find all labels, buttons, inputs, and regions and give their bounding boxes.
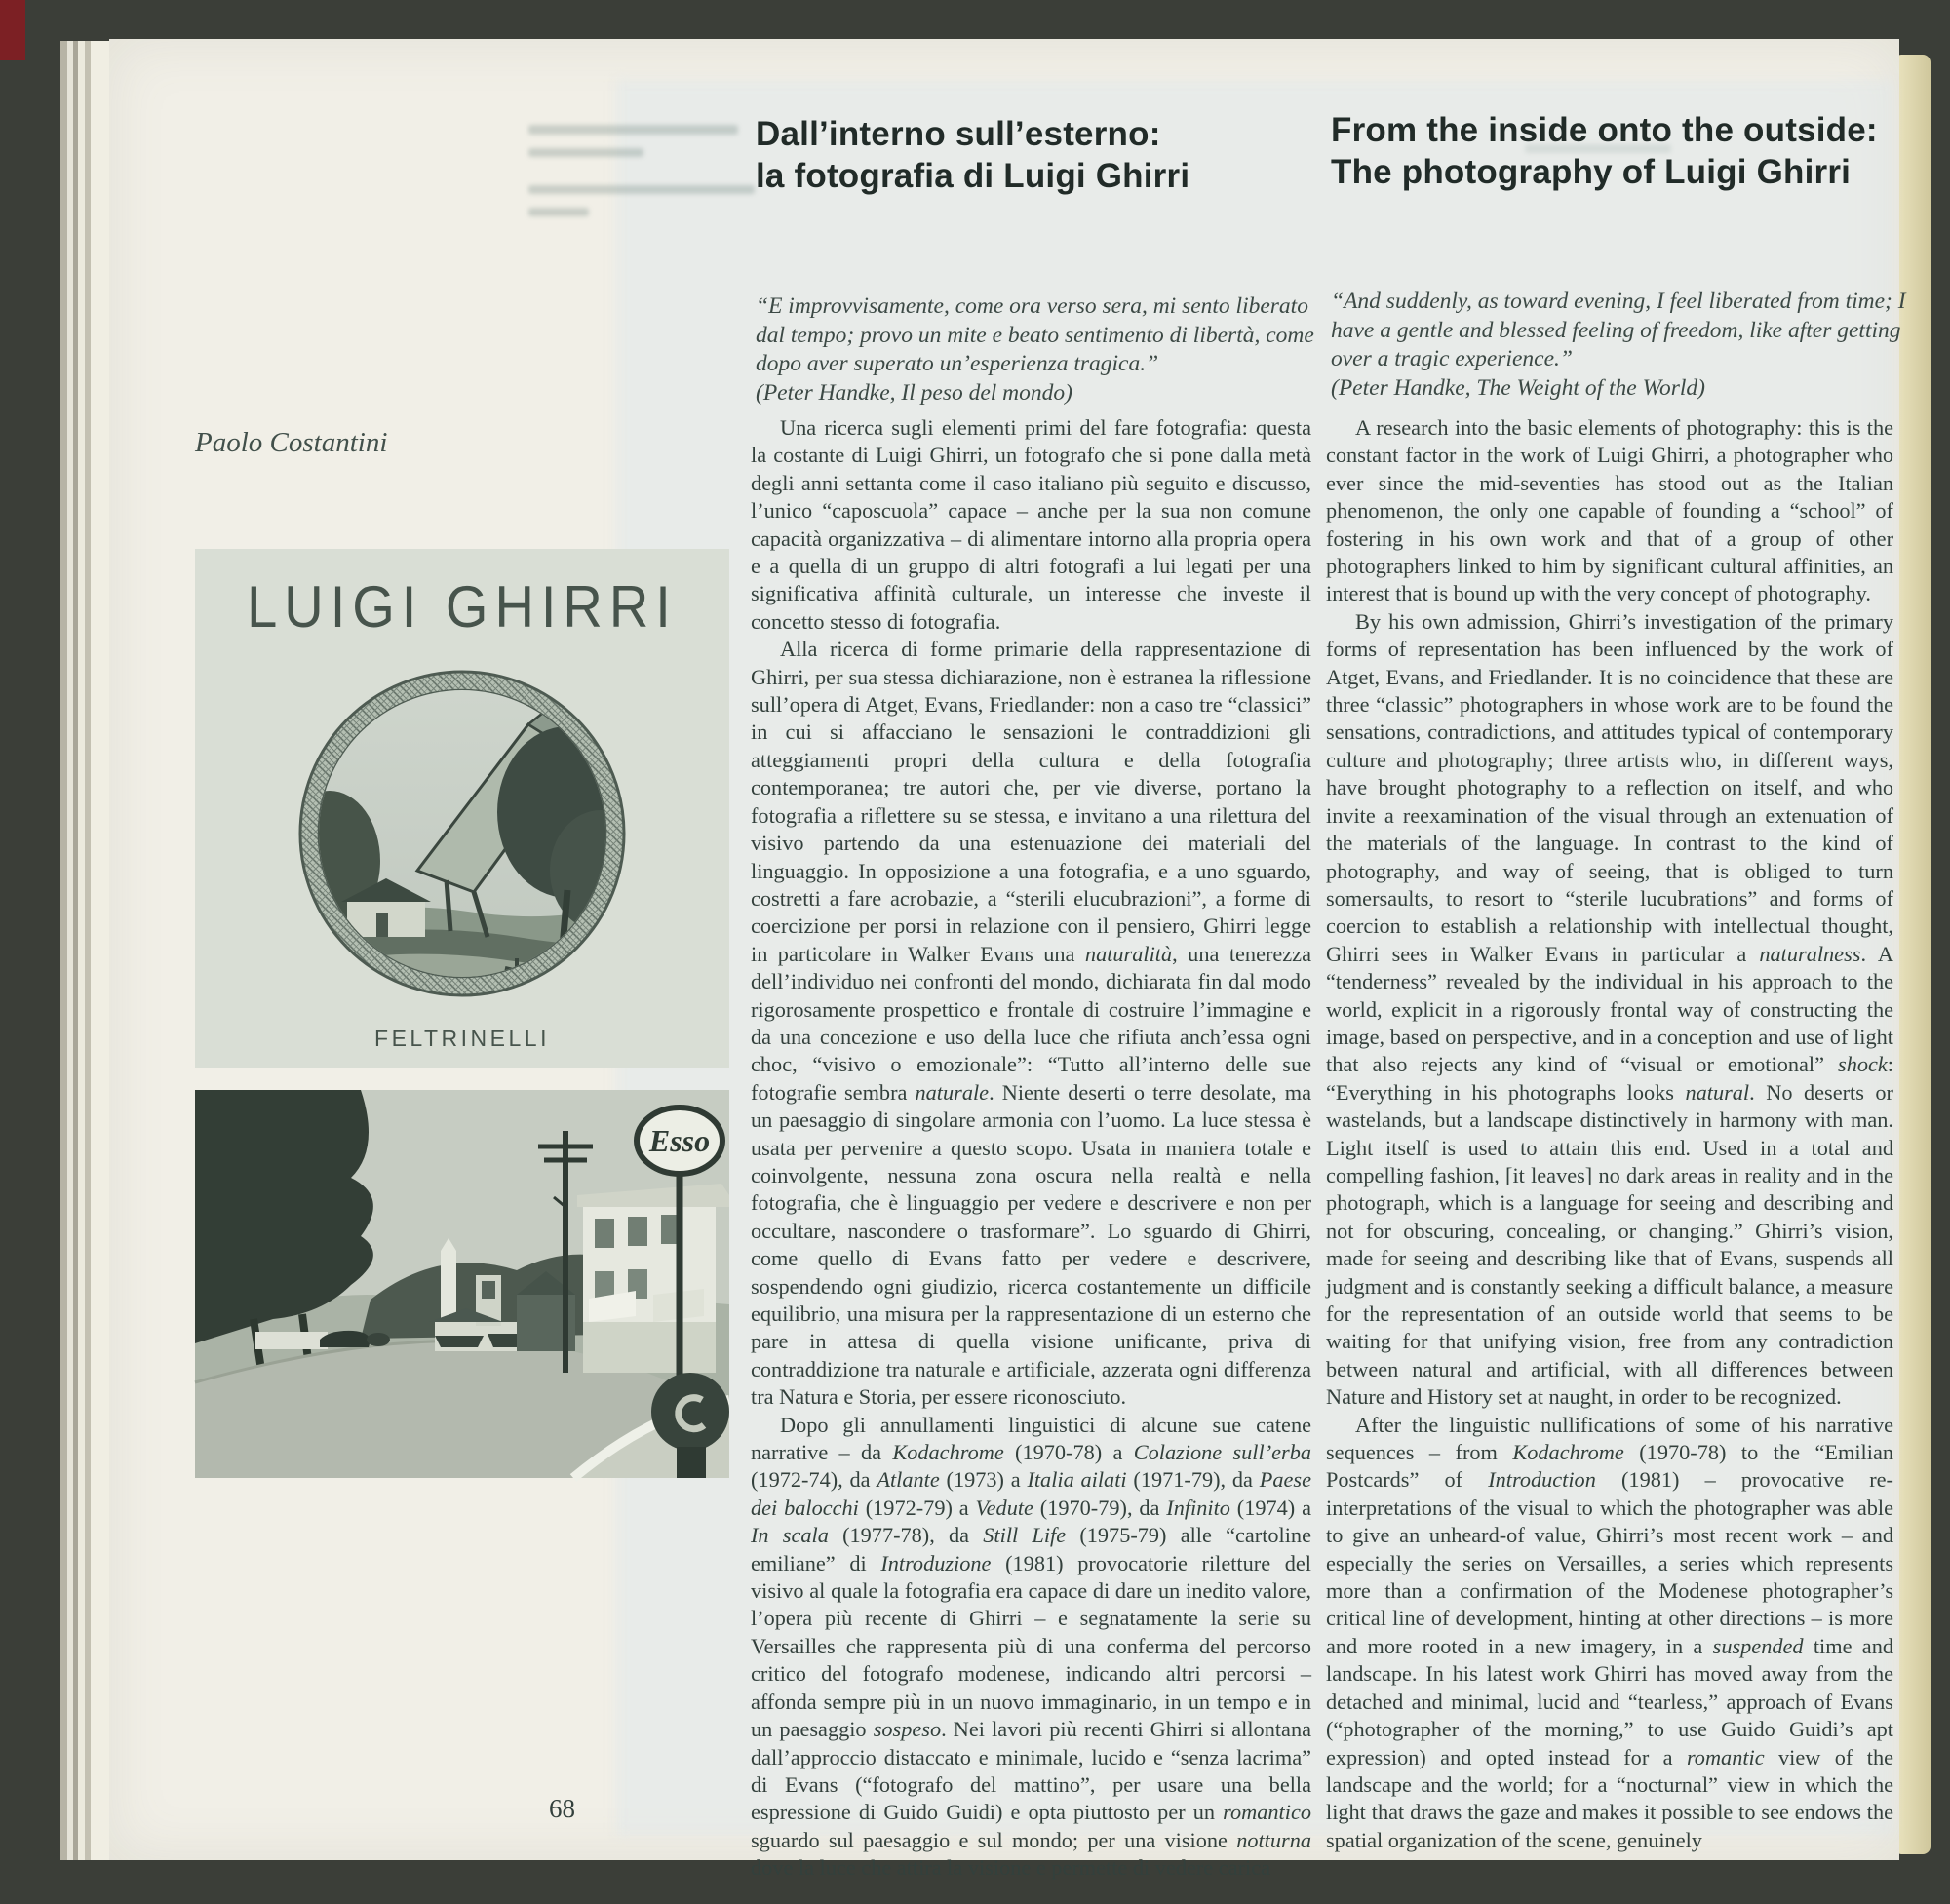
print-bleed-through [528, 148, 644, 157]
article-column-italian [751, 414, 1311, 1883]
paragraph: Una ricerca sugli elementi primi del fare fotografia: questa la costante di Luigi Ghirri, un fotografo che si pone dalla metà degli anni settanta come il caso italiano più seguito e discusso, l’unico “caposcuola” capace – anche per la sua non comune capacità organizzativa – di alimentare intorno alla propria opera e a quella di un gruppo di altri fotografi a lui legati per una significativa affinità culturale, un interesse che investe il concetto stesso di fotografia. [751, 415, 1311, 634]
paragraph: Alla ricerca di forme primarie della rappresentazione di Ghirri, per sua stessa dichiarazione, non è estranea la riflessione sull’opera di Atget, Evans, Friedlander: non a caso tre “classici” in cui si affacciano le sensazioni le contraddizioni gli atteggiamenti propri della cultura e della fotografia contemporanea; tre autori che, per vie diverse, portano la fotografia a riflettere su se stessa, e invitano a una rilettura del visivo partendo da una estenuazione dei materiali del linguaggio. In opposizione a una fotografia, e a uno sguardo, costretti a fare acrobazie, a “sterili elucubrazioni”, a forme di coercizione per porsi in relazione con il pensiero, Ghirri legge in particolare in Walker Evans una naturalità, una tenerezza dell’individuo nei confronti del mondo, dichiarata fin dal modo rigorosamente prospettico e frontale di costruire l’immagine e da una concezione e uso della luce che rifiuta anch’essa ogni choc, “visivo o emozionale”: “Tutto all’interno delle sue fotografie sembra naturale. Niente deserti o terre desolate, ma un paesaggio di singolare armonia con l’uomo. La luce stessa è usata per pervenire a questo scopo. Usata in maniera totale e coinvolgente, nessuna zona oscura nella realtà e nella fotografia, che è linguaggio per vedere e descrivere e non per occultare, nascondere o trasformare”. Lo sguardo di Ghirri, come quello di Evans fatto per vedere e descrivere, sospendendo ogni giudizio, ricerca costantemente un difficile equilibrio, una misura per la rappresentazione di un esterno che pare in attesa di quella visione unificante, priva di contraddizione tra naturale e artificiale, azzerata ogni differenza tra Natura e Storia, per essere riconosciuto. [751, 637, 1311, 1410]
article-title-english-line2: The photography of Luigi Ghirri [1331, 153, 1852, 191]
author-byline: Paolo Costantini [195, 427, 388, 458]
paragraph: After the linguistic nullifications of some of his narrative sequences – from Kodachrome (1970-78) to the “Emilian Postcards” of Introduction (1981) – provocative re-interpretations of the visual to which the photographer was able to give an unheard-of value, Ghirri’s most recent work – and especially the series on Versailles, a series which represents more than a confirmation of the Modenese photographer’s critical line of development, hinting at other directions – is more and more rooted in a new imagery, in a suspended time and landscape. In his latest work Ghirri has moved away from the detached and minimal, lucid and “tearless,” approach of Evans (“photographer of the morning,” to use Guido Guidi’s apt expression) and opted instead for a romantic view of the landscape and the world; for a “nocturnal” view in which the light that draws the gaze and makes it possible to see endows the spatial organization of the scene, genuinely [1326, 1412, 1893, 1852]
paragraph: A research into the basic elements of photography: this is the constant factor in the work of Luigi Ghirri, a photographer who ever since the mid-seventies has stood out as the Italian phenomenon, the only one capable of founding a “school” of fostering in his own work and that of a group of other photographers linked to him by significant cultural affinities, an interest that is bound up with the very concept of photography. [1326, 415, 1893, 606]
article-title-italian-line1: Dall’interno sull’esterno: [756, 115, 1161, 153]
article-title-italian-line2: la fotografia di Luigi Ghirri [756, 157, 1190, 195]
epigraph-english-source: (Peter Handke, The Weight of the World) [1331, 374, 1705, 401]
gas-pump-globe [651, 1373, 729, 1451]
esso-sign-label: Esso [648, 1123, 711, 1158]
book-cover-image [195, 549, 729, 1068]
epigraph-italian-quote: “E improvvisamente, come ora verso sera, mi sento liberato dal tempo; provo un mite e beato sentimento di libertà, come dopo aver superato un’esperienza tragica.” [756, 293, 1314, 376]
epigraph-italian [756, 292, 1331, 408]
article-title-italian [756, 113, 1190, 197]
cover-publisher: FELTRINELLI [374, 1026, 550, 1051]
book-page [109, 39, 1906, 1881]
page-edge-line [78, 41, 85, 1860]
epigraph-english-quote: “And suddenly, as toward evening, I feel liberated from time; I have a gentle and blessed feeling of freedom, like after getting over a tragic experience.” [1331, 289, 1906, 371]
cover-title: LUIGI GHIRRI [247, 574, 678, 641]
page-number: 68 [549, 1794, 575, 1823]
book-cover-red-edge [0, 0, 25, 60]
print-bleed-through [528, 208, 589, 216]
page-edge-line [60, 41, 67, 1860]
epigraph-italian-source: (Peter Handke, Il peso del mondo) [756, 379, 1072, 406]
article-column-english [1326, 414, 1893, 1854]
article-title-english [1331, 109, 1878, 193]
article-title-english-line1: From the inside onto the outside: [1331, 111, 1878, 149]
page-stack-edges [60, 41, 109, 1860]
epigraph-english [1331, 288, 1906, 403]
street-photo-image [195, 1090, 729, 1478]
page-edge-line [91, 41, 109, 1860]
print-bleed-through [528, 125, 738, 135]
print-bleed-through [528, 185, 755, 194]
paragraph: Dopo gli annullamenti linguistici di alcune sue catene narrative – da Kodachrome (1970-78) a Colazione sull’erba (1972-74), da Atlante (1973) a Italia ailati (1971-79), da Paese dei balocchi (1972-79) a Vedute (1970-79), da Infinito (1974) a In scala (1977-78), da Still Life (1975-79) alle “cartoline emiliane” di Introduzione (1981) provocatorie riletture del visivo al quale la fotografia era capace di dare un inedito valore, l’opera più recente di Ghirri – e segnatamente la serie su Versailles che rappresenta più di una conferma del percorso critico del fotografo modenese, indicando altri percorsi – affonda sempre più in un nuovo immaginario, in un tempo e in un paesaggio sospeso. Nei lavori più recenti Ghirri si allontana dall’approccio distaccato e minimale, lucido e “senza lacrima” di Evans (“fotografo del mattino”, per usare una bella espressione di Guido Guidi) e opta piuttosto per un romantico sguardo sul paesaggio e sul mondo; per una visione notturna dove la luce che attira la visione e permette di vedere carica [751, 1412, 1311, 1881]
paragraph: By his own admission, Ghirri’s investigation of the primary forms of representation has been influenced by the work of Atget, Evans, and Friedlander. It is no coincidence that these are three “classic” photographers in whose work are to be found the sensations, contradictions, and attitudes typical of contemporary culture and photography; three artists who, in different ways, have brought photography to a reflection on itself, and who invite a reexamination of the visual through an extenuation of the materials of the language. In contrast to the kind of photography, and way of seeing, that is obliged to turn somersaults, to resort to “sterile lucubrations” and forms of coercion to establish a relationship with intellectual thought, Ghirri sees in Walker Evans in particular a naturalness. A “tenderness” revealed by the individual in his approach to the world, explicit in a rigorously frontal way of constructing the image, based on perspective, and in a conception and use of light that also rejects any kind of “visual or emotional” shock: “Everything in his photographs looks natural. No deserts or wastelands, but a landscape distinctively in harmony with man. Light itself is used to attain this end. Used in a total and compelling fashion, [it leaves] no dark areas in reality and in the photograph, which is a language for seeing and describing and not for obscuring, concealing, or changing.” Ghirri’s vision, made for seeing and describing like that of Evans, suspends all judgment and is constantly seeking a difficult balance, a measure for the representation of an outside world that seems to be waiting for that unifying vision, free from any contradiction between natural and artificial, with all differences between Nature and History set at naught, in order to be recognized. [1326, 608, 1893, 1410]
